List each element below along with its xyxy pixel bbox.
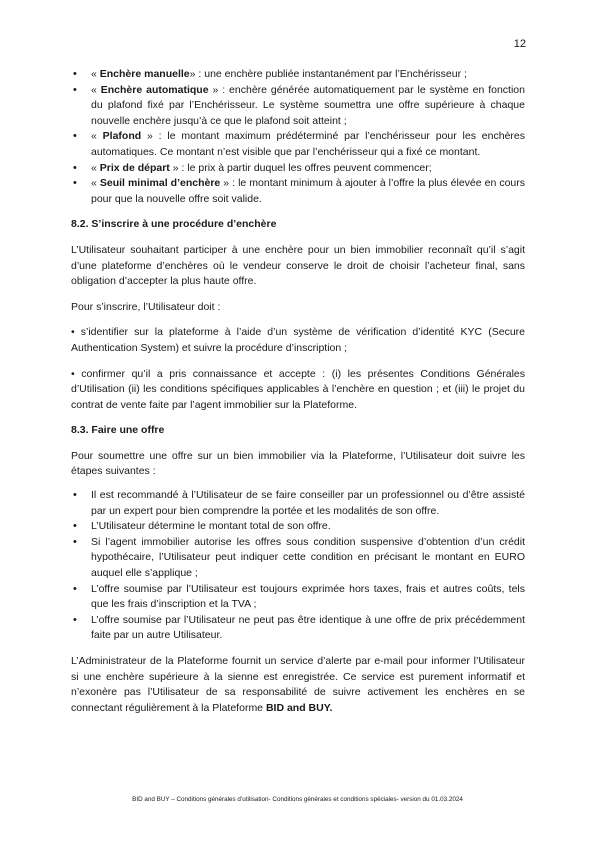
- definition-term: Plafond: [102, 130, 142, 143]
- list-item: • Il est recommandé à l’Utilisateur de se faire conseiller par un professionnel ou d’être assisté par un expert pour bien comprendre la portée et les modalités de son offre.: [71, 488, 525, 519]
- list-item: • Si l’agent immobilier autorise les offres sous condition suspensive d’obtention d’un crédit hypothécaire, l’Utilisateur peut indiquer cette condition en précisant le montant en EURO auquel elle s’applique ;: [71, 535, 525, 582]
- definition-prefix: «: [91, 161, 100, 174]
- paragraph: Pour s’inscrire, l’Utilisateur doit :: [71, 300, 221, 313]
- list-item: • L’offre soumise par l’Utilisateur ne peut pas être identique à une offre de prix précédemment faite par un autre Utilisateur.: [71, 613, 525, 644]
- definition-item: [71, 83, 525, 130]
- definition-text: » : enchère générée automatiquement par le système en fonction du plafond fixé par l’Enchérisseur. Le système soumettra une offre supérieure à chaque nouvelle enchère jusqu’à ce que le plafond soit atteint ;: [91, 83, 525, 127]
- definition-text: » : le montant maximum prédéterminé par l’enchérisseur pour les enchères automatiques. Ce montant n’est visible que par l’enchérisseur qui a fixé ce montant.: [91, 130, 525, 158]
- definition-term: Seuil minimal d’enchère: [99, 177, 221, 190]
- definition-item: [71, 67, 525, 83]
- definition-term: Prix de départ: [99, 161, 170, 174]
- closing-paragraph: [71, 654, 525, 716]
- page-content: [71, 67, 525, 716]
- definition-term: Enchère manuelle: [99, 68, 190, 80]
- list-item: • L’offre soumise par l’Utilisateur est toujours exprimée hors taxes, frais et autres coûts, tels que les frais d’inscription et la TVA ;: [71, 582, 525, 613]
- definition-prefix: «: [91, 83, 101, 96]
- closing-text: L’Administrateur de la Plateforme fournit un service d’alerte par e-mail pour informer l’Utilisateur si une enchère supérieure à la sienne est enregistrée. Ce service est purement informatif et n’exonère pas l’Utilisateur de sa responsabilité de suivre activement les enchères en se connectant régulièrement à la Plateforme: [71, 655, 525, 714]
- paragraph: L’Utilisateur souhaitant participer à une enchère pour un bien immobilier reconnaît qu’il s’agit d’une plateforme d’enchères où le vendeur conserve le droit de choisir l’acheteur final, sans obligation d’accepter la plus haute offre.: [71, 243, 525, 288]
- definition-prefix: «: [91, 177, 100, 190]
- section-heading-8-3: 8.3. Faire une offre: [71, 424, 165, 437]
- definition-prefix: «: [91, 130, 103, 143]
- definition-term: Enchère automatique: [100, 83, 209, 96]
- definition-text: » : le prix à partir duquel les offres peuvent commencer;: [169, 161, 432, 174]
- registration-step: • confirmer qu’il a pris connaissance et accepte : (i) les présentes Conditions Générales d’Utilisation (ii) les conditions spécifiques applicables à l’enchère en question ; et (iii) le projet du contrat de vente faite par l’agent immobilier sur la Plateforme.: [71, 367, 525, 411]
- registration-step: • s’identifier sur la plateforme à l’aide d’un système de vérification d’identité KYC (Secure Authentication System) et suivre la procédure d’inscription ;: [71, 326, 525, 354]
- paragraph: Pour soumettre une offre sur un bien immobilier via la Plateforme, l’Utilisateur doit suivre les étapes suivantes :: [71, 449, 525, 478]
- definition-item: [71, 129, 525, 160]
- definition-prefix: «: [91, 68, 100, 80]
- page-number: 12: [513, 38, 526, 50]
- list-item: • L’Utilisateur détermine le montant total de son offre.: [71, 519, 525, 535]
- definitions-list: [71, 67, 525, 207]
- section-heading-8-2: 8.2. S’inscrire à une procédure d’enchère: [71, 218, 277, 231]
- offer-steps-list: [71, 488, 525, 644]
- brand-name: BID and BUY.: [265, 701, 333, 714]
- definition-text: » : une enchère publiée instantanément par l’Enchérisseur ;: [189, 68, 467, 80]
- page-footer: BID and BUY – Conditions générales d’utilisation- Conditions générales et conditions spéciales- version du 01.03.2024: [132, 796, 463, 803]
- definition-item: [71, 176, 525, 207]
- definition-item: [71, 161, 525, 177]
- definition-text: » : le montant minimum à ajouter à l’offre la plus élevée en cours pour que la nouvelle offre soit valide.: [91, 177, 525, 205]
